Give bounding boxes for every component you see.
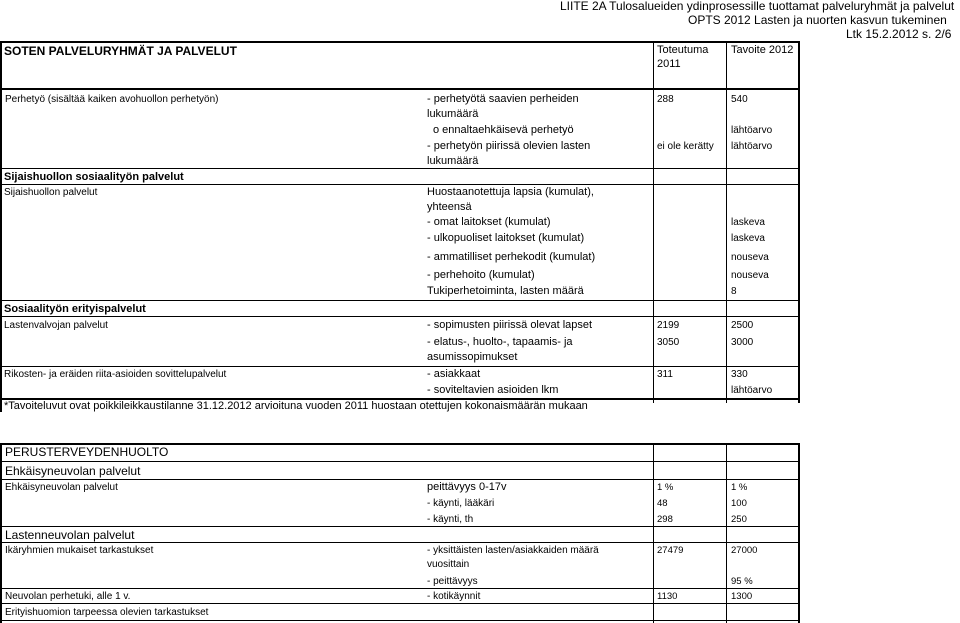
ika-measure-1-cont: vuosittain: [427, 559, 470, 570]
ehk-section-title: Ehkäisyneuvolan palvelut: [5, 464, 141, 478]
col-divider-tavoite: [726, 41, 727, 403]
perhetyo-measure-1-cont: lukumäärä: [427, 108, 479, 120]
col-header-tavoite: Tavoite 2012: [731, 44, 794, 56]
ehk-measure-3: - käynti, th: [427, 514, 474, 525]
ehk-m3-tavoite: 250: [731, 514, 747, 525]
lv-m2-toteutuma: 3050: [657, 337, 680, 348]
sijais-measure-4: - ammatilliset perhekodit (kumulat): [427, 251, 596, 263]
ehk-measure-1: peittävyys 0-17v: [427, 481, 507, 493]
sijais-measure-1-cont: yhteensä: [427, 201, 472, 213]
lastenvalvoja-group-label: Lastenvalvojan palvelut: [4, 320, 108, 331]
erityis-section-title: Sosiaalityön erityispalvelut: [4, 303, 146, 315]
perhetyo-measure-3-cont: lukumäärä: [427, 155, 479, 167]
table2-col-divider-tavoite: [726, 443, 727, 623]
erityis-tarkastukset-label: Erityishuomion tarpeessa olevien tarkastukset: [5, 607, 209, 618]
table2-left-border: [0, 443, 2, 623]
sijais-group-label: Sijaishuollon palvelut: [4, 187, 98, 198]
sijais-measure-3: - ulkopuoliset laitokset (kumulat): [427, 232, 585, 244]
sijais-measure-5: - perhehoito (kumulat): [427, 269, 535, 281]
table2-col-divider-toteutuma: [653, 443, 654, 623]
document-header-line1: LIITE 2A Tulosalueiden ydinprosessille tuottamat palveluryhmät ja palvelut: [560, 0, 955, 13]
perhetyo-m1-toteutuma: 288: [657, 94, 674, 105]
rikos-measure-1: - asiakkaat: [427, 368, 481, 380]
lv-m1-toteutuma: 2199: [657, 320, 680, 331]
sijais-measure-6: Tukiperhetoiminta, lasten määrä: [427, 285, 584, 297]
document-header-line2: OPTS 2012 Lasten ja nuorten kasvun tukeminen: [688, 13, 947, 27]
ehk-m3-toteutuma: 298: [657, 514, 673, 525]
row-divider: [0, 603, 800, 604]
table1-title: SOTEN PALVELURYHMÄT JA PALVELUT: [4, 44, 237, 58]
row-divider: [0, 184, 800, 185]
lv-m1-tavoite: 2500: [731, 320, 754, 331]
row-divider: [0, 542, 800, 543]
table2-title: PERUSTERVEYDENHUOLTO: [5, 445, 169, 459]
perhetuki-measure-1: - kotikäynnit: [427, 591, 481, 602]
sijais-m2-tavoite: laskeva: [731, 217, 765, 228]
sijais-m4-tavoite: nouseva: [731, 252, 769, 263]
perhetyo-measure-1: - perhetyötä saavien perheiden: [427, 93, 579, 105]
rikos-measure-2: - soviteltavien asioiden lkm: [427, 384, 559, 396]
perhetyo-measure-3: - perhetyön piirissä olevien lasten: [427, 140, 591, 152]
footnote: *Tavoiteluvut ovat poikkileikkaustilanne 31.12.2012 arvioituna vuoden 2011 huostaan otettujen kokonaismäärän mukaan: [4, 400, 588, 412]
row-divider: [0, 588, 800, 589]
row-divider: [0, 526, 800, 527]
perhetyo-m1-tavoite: 540: [731, 94, 748, 105]
header-bottom-border: [0, 88, 800, 90]
ika-measure-1: - yksittäisten lasten/asiakkaiden määrä: [427, 545, 599, 556]
col-header-toteutuma: Toteutuma: [657, 44, 709, 56]
ehk-m2-toteutuma: 48: [657, 498, 668, 509]
sijais-m5-tavoite: nouseva: [731, 270, 769, 281]
row-divider: [0, 366, 800, 367]
table1-right-border: [798, 41, 800, 403]
ika-group-label: Ikäryhmien mukaiset tarkastukset: [5, 545, 154, 556]
lasten-section-title: Lastenneuvolan palvelut: [5, 528, 135, 542]
row-divider: [0, 316, 800, 317]
row-divider: [0, 168, 800, 169]
col-divider-toteutuma: [653, 41, 654, 403]
perhetuki-group-label: Neuvolan perhetuki, alle 1 v.: [5, 591, 131, 602]
row-divider: [0, 461, 800, 462]
ehk-m1-tavoite: 1 %: [731, 482, 748, 493]
rikos-m1-tavoite: 330: [731, 369, 748, 380]
perhetuki-m1-tavoite: 1300: [731, 591, 753, 602]
lv-m2-tavoite: 3000: [731, 337, 754, 348]
perhetyo-group-label: Perhetyö (sisältää kaiken avohuollon perhetyön): [5, 94, 219, 105]
sijais-m6-tavoite: 8: [731, 286, 737, 297]
table1-top-border: [0, 41, 800, 43]
document-header-line3: Ltk 15.2.2012 s. 2/6: [846, 27, 952, 41]
lv-measure-2-cont: asumissopimukset: [427, 351, 518, 363]
ika-m2-tavoite: 95 %: [731, 576, 753, 587]
lv-measure-1: - sopimusten piirissä olevat lapset: [427, 319, 593, 331]
ehk-group-label: Ehkäisyneuvolan palvelut: [5, 482, 118, 493]
rikos-m1-toteutuma: 311: [657, 369, 673, 380]
ika-m1-tavoite: 27000: [731, 545, 758, 556]
perhetuki-m1-toteutuma: 1130: [657, 591, 678, 602]
table2-right-border: [798, 443, 800, 623]
ehk-m1-toteutuma: 1 %: [657, 482, 674, 493]
row-divider: [0, 479, 800, 480]
table1-left-border: [0, 41, 2, 412]
ehk-measure-2: - käynti, lääkäri: [427, 498, 495, 509]
perhetyo-m2-tavoite: lähtöarvo: [731, 125, 773, 136]
sijais-m3-tavoite: laskeva: [731, 233, 765, 244]
perhetyo-m3-toteutuma: ei ole kerätty: [657, 141, 714, 152]
perhetyo-m3-tavoite: lähtöarvo: [731, 141, 773, 152]
ika-measure-2: - peittävyys: [427, 576, 478, 587]
sijais-section-title: Sijaishuollon sosiaalityön palvelut: [4, 171, 184, 183]
table2-bottom-border: [0, 620, 800, 621]
ehk-m2-tavoite: 100: [731, 498, 747, 509]
col-header-toteutuma-year: 2011: [657, 58, 681, 70]
rikos-group-label: Rikosten- ja eräiden riita-asioiden sovittelupalvelut: [4, 369, 227, 380]
rikos-m2-tavoite: lähtöarvo: [731, 385, 773, 396]
sijais-measure-1: Huostaanotettuja lapsia (kumulat),: [427, 186, 594, 198]
row-divider: [0, 300, 800, 301]
perhetyo-measure-2: o ennaltaehkäisevä perhetyö: [433, 124, 574, 136]
ika-m1-toteutuma: 27479: [657, 545, 684, 556]
sijais-measure-2: - omat laitokset (kumulat): [427, 216, 551, 228]
lv-measure-2: - elatus-, huolto-, tapaamis- ja: [427, 336, 573, 348]
